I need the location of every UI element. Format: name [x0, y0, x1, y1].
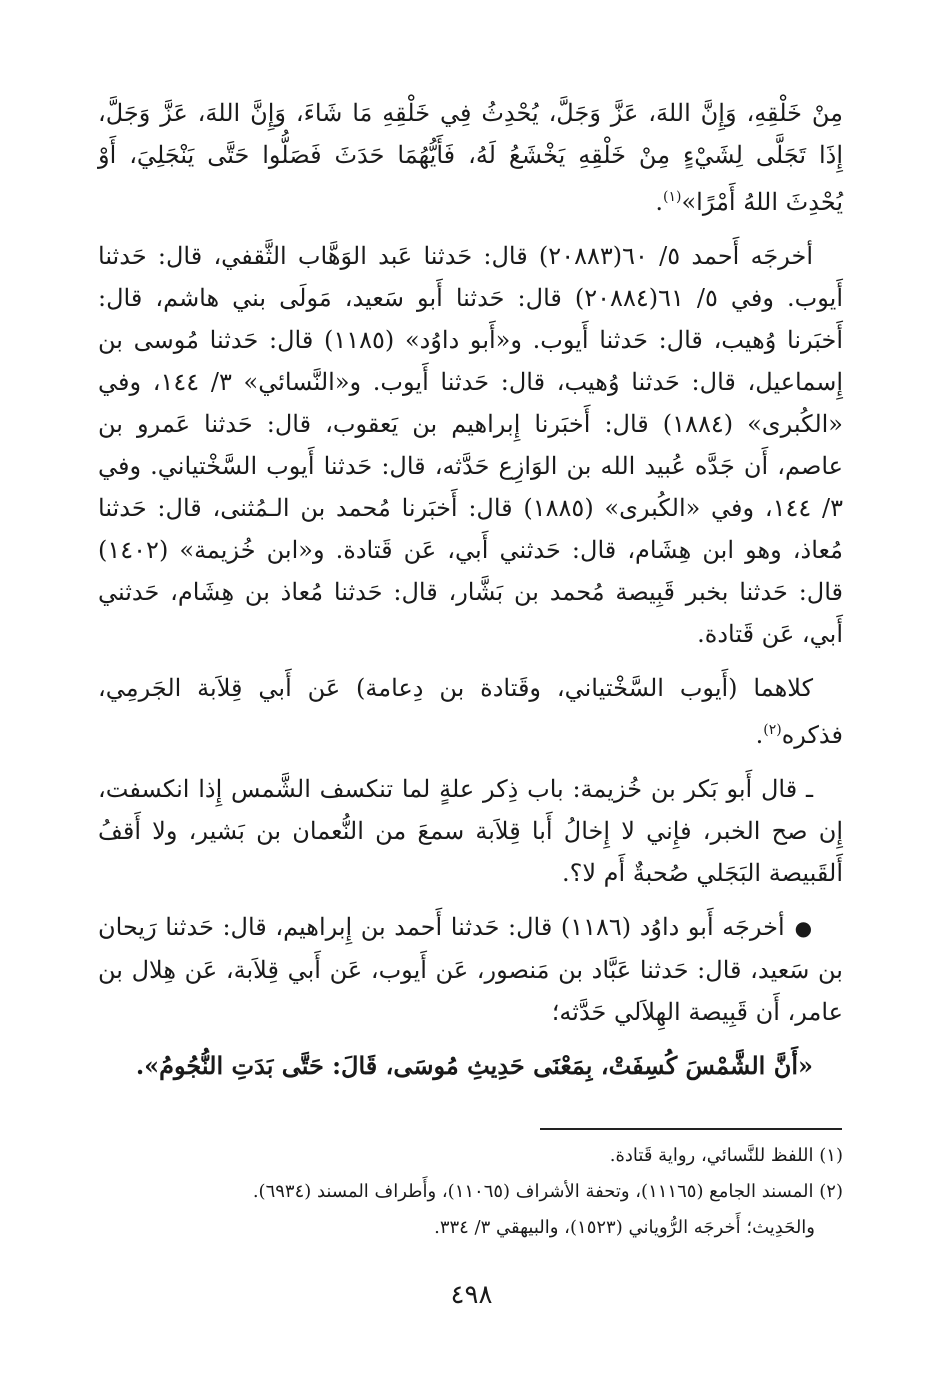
- paragraph-abu-dawud: [98, 906, 843, 1033]
- paragraph-takhrij: أخرجَه أَحمد ٥/ ٦٠(٢٠٨٨٣) قال: حَدثنا عَبد الوَهَّاب الثَّقفي، قال: حَدثنا أَيوب. وفي ٥/ ٦١(٢٠٨٨٤) قال: حَدثنا أَبو سَعيد، مَولَى بني هاشم، قال: أَخبَرنا وُهيب، قال: حَدثنا أَيوب. و«أَبو داوُد» (١١٨٥) قال: حَدثنا مُوسى بن إِسماعيل، قال: حَدثنا وُهيب، قال: حَدثنا أَيوب. و«النَّسائي» ٣/ ١٤٤، وفي «الكُبرى» (١٨٨٤) قال: أَخبَرنا إِبراهيم بن يَعقوب، قال: حَدثنا عَمرو بن عاصم، أَن جَدَّه عُبيد الله بن الوَازِع حَدَّثه، قال: حَدثنا أَيوب السَّخْتياني. وفي ٣/ ١٤٤، وفي «الكُبرى» (١٨٨٥) قال: أَخبَرنا مُحمد بن الـمُثنى، قال: حَدثنا مُعاذ، وهو ابن هِشَام، قال: حَدثني أَبي، عَن قَتادة. و«ابن خُزيمة» (١٤٠٢) قال: حَدثنا بخبر قَبِيصة مُحمد بن بَشَّار، قال: حَدثنا مُعاذ بن هِشَام، حَدثني أَبي، عَن قَتادة.: [98, 242, 844, 648]
- paragraph-hadith-end: [98, 92, 843, 223]
- paragraph-quote: «أَنَّ الشَّمْسَ كُسِفَتْ، بِمَعْنَى حَدِيثِ مُوسَى، قَالَ: حَتَّى بَدَتِ النُّجُومُ».: [135, 1051, 813, 1080]
- footnote-2: (٢) المسند الجامع (١١١٦٥)، وتحفة الأشراف (١١٠٦٥)، وأَطراف المسند (٦٩٣٤).: [252, 1181, 843, 1202]
- footnote-divider: [540, 1128, 842, 1130]
- footnote-ref-2[interactable]: (٢): [763, 722, 782, 738]
- main-text: [98, 92, 843, 1099]
- hadith-text: مِنْ خَلْقِهِ، وَإِنَّ اللهَ، عَزَّ وَجَلَّ، يُحْدِثُ فِي خَلْقِهِ مَا شَاءَ، وَإِنَّ اللهَ، عَزَّ وَجَلَّ، إِذَا تَجَلَّى لِشَيْءٍ مِنْ خَلْقِهِ يَخْشَعُ لَهُ، فَأَيُّهُمَا حَدَثَ فَصَلُّوا حَتَّى يَنْجَلِيَ، أَوْ يُحْدِثَ اللهُ أَمْرًا»: [98, 99, 843, 216]
- period: .: [755, 721, 764, 749]
- abu-dawud-text: أخرجَه أَبو داوُد (١١٨٦) قال: حَدثنا أَحمد بن إِبراهيم، قال: حَدثنا رَيحان بن سَعيد، قال: حَدثنا عَبَّاد بن مَنصور، عَن أَيوب، عَن أَبي قِلاَبة، عَن هِلال بن عامر، أَن قَبِيصة الهِلاَلي حَدَّثه؛: [98, 913, 843, 1026]
- both-text: كلاهما (أَيوب السَّخْتياني، وقَتادة بن دِعامة) عَن أَبي قِلاَبة الجَرمِي، فذكره: [98, 674, 843, 749]
- bullet-icon: ●: [794, 916, 813, 940]
- footnote-2-continued: والحَدِيث؛ أَخرجَه الرُّوياني (١٥٢٣)، والبيهقي ٣/ ٣٣٤.: [434, 1217, 815, 1238]
- paragraph-both: [98, 667, 843, 756]
- footnotes: [98, 1140, 843, 1248]
- period: .: [655, 188, 663, 216]
- page-number: ٤٩٨: [450, 1280, 493, 1310]
- footnote-1: (١) اللفظ للنَّسائي، رواية قَتادة.: [609, 1145, 843, 1166]
- footnote-ref-1[interactable]: (١): [663, 189, 682, 205]
- paragraph-ibn-khuzayma: ـ قال أَبو بَكر بن خُزيمة: باب ذِكر علةٍ لما تنكسف الشَّمس إِذا انكسفت، إِن صح الخبر، فإِني لا إِخالُ أَبا قِلاَبة سمعَ من النُّعمان بن بَشير، ولا أَقفُ أَلقَبيصة البَجَلي صُحبةٌ أَم لا؟.: [98, 775, 843, 887]
